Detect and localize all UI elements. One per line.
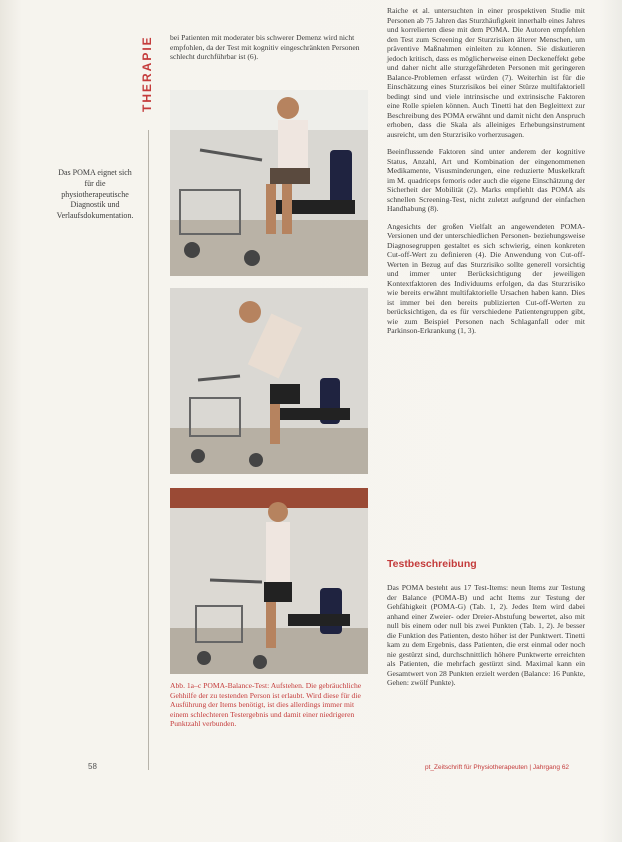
paragraph: Raiche et al. untersuchten in einer prospektiven Studie mit Personen ab 75 Jahren das Sturzhäufigkeit innerhalb eines Jahres und korrelierten diese mit dem POMA. Die Autoren empfehlen den Test zum Screening der Sturzrisiken älterer Menschen, um präventive Maßnahmen einleiten zu können. Sie diskutieren jedoch kritisch, dass es möglicherweise einen Deckeneffekt gebe und daher nicht alle sturzgefährdeten Personen mit geringeren Balance-Problemen erfasst würden (7). Weiterhin ist für die Einschätzung eines Sturzrisikos bei einer Stürze multifaktoriell bedingt sind und viele intrinsische und extrinsische Faktoren eine Rolle spielen können. Auch Tinetti hat den Begleittext zur Beschreibung des POMA erwähnt und damit nicht den Anspruch erhoben, dass die Skala als alleiniges Erhebungsinstrument ausreicht, um den Sturzrisiko vorherzusagen.: [387, 6, 585, 139]
column-1-text: bei Patienten mit moderater bis schwerer Demenz wird nicht empfohlen, da der Test mit kognitiv eingeschränkten Personen schlecht durchführbar ist (6).: [170, 33, 360, 61]
paragraph: Beeinflussende Faktoren sind unter anderem der kognitive Status, Anzahl, Art und Kombination der eingenommenen Medikamente, Visusminderungen, eine reduzierte Muskelkraft im M. quadriceps femoris oder auch die eigene Einschätzung der Sicherheit der Mobilität (2). Marks empfiehlt das POMA als schnellen Screening-Test, nicht zuletzt aufgrund der einfachen Handhabung (8).: [387, 147, 585, 213]
column-divider: [148, 130, 149, 770]
section-tag: THERAPIE: [140, 35, 154, 113]
page-number: 58: [88, 762, 97, 771]
paragraph: Das POMA besteht aus 17 Test-Items: neun Items zur Testung der Balance (POMA-B) und acht Items zur Testung der Gehfähigkeit (POMA-G) (Tab. 1, 2). Jedes Item wird dabei anhand einer Zweier- oder Dreier-Abstufung bewertet, also mit null bis einem oder null bis zwei Punkten (Tab. 1, 2). Je besser die Funktion des Patienten, desto höher ist der Punktwert. Tinetti kam zu dem Ergebnis, dass Patienten, die erst einmal oder noch nie gestürzt sind, durchschnittlich höhere Punktwerte erreichten als Patienten, die mehrfach gestürzt sind. Maximal kann ein Gesamtwert von 28 Punkten erzielt werden (Balance: 16 Punkte, Gehen: zwölf Punkte).: [387, 583, 585, 687]
journal-footer: pt_Zeitschrift für Physiotherapeuten | Jahrgang 62: [425, 764, 570, 771]
column-2-text: [387, 6, 585, 344]
paragraph: Angesichts der großen Vielfalt an angewendeten POMA-Versionen und der unterschiedlichen Personen- beziehungsweise Diagnosegruppen gestaltet es sich schwierig, einen konkreten Cut-off-Wert zu definieren (4). Die Anwendung von Cut-off-Werten in Bezug auf das Sturzrisiko sollte generell vorsichtig und immer unter Berücksichtigung der jeweiligen Kontextfaktoren des Individuums erfolgen, da das Sturzrisiko wie bereits erwähnt multifaktorielle Ursachen haben kann. Dies ist immer bei den bereits publizierten Cut-off-Werten zu berücksichtigen, da es für verschiedene Patientengruppen gibt, wie zum Beispiel Personen nach Schlaganfall oder mit Parkinson-Erkrankung (1, 3).: [387, 221, 585, 335]
section-heading: Testbeschreibung: [387, 558, 477, 570]
photo-1a: [170, 90, 368, 276]
sidenote: Das POMA eignet sich für die physiotherapeutische Diagnostik und Verlaufsdokumentation.: [56, 168, 134, 221]
photo-1c: [170, 488, 368, 674]
photo-1b: [170, 288, 368, 474]
figure-caption: Abb. 1a–c POMA-Balance-Test: Aufstehen. Die gebräuchliche Gehhilfe der zu testenden Person ist erlaubt. Wird diese für die Ausführung der Items benötigt, ist dies allerdings immer mit einem schlechteren Testergebnis und damit einer niedrigeren Punktzahl verbunden.: [170, 681, 362, 729]
